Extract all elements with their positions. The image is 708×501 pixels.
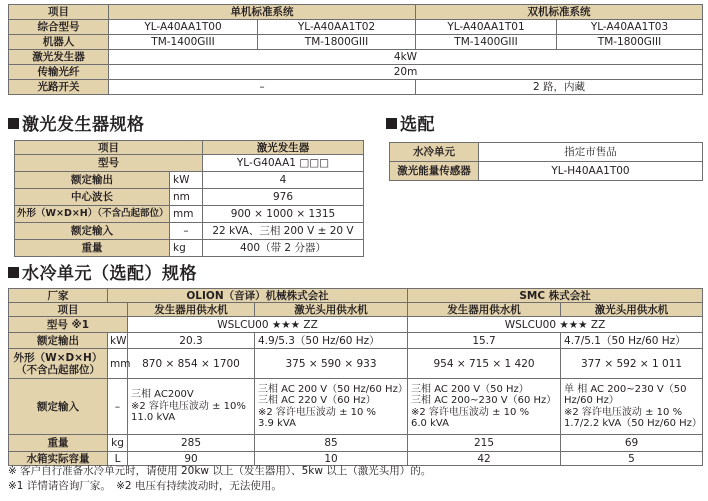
table-cell: 指定市售品	[479, 143, 703, 162]
row-label-tank: 水箱实际容量	[9, 452, 108, 466]
col-header-head: 激光头用供水机	[561, 303, 703, 317]
row-label-weight: 重量	[9, 435, 108, 452]
table-cell: 22 kVA、三相 200 V ± 20 V	[203, 223, 364, 240]
unit-cell: –	[108, 379, 128, 435]
table-cell: TM-1400GIII	[109, 35, 258, 50]
row-label: 额定输出	[15, 172, 170, 189]
input-line: 三相 AC 200 V（50 Hz/60 Hz）	[258, 383, 408, 395]
row-label-robot: 机器人	[9, 35, 109, 50]
row-label-input: 额定输入	[9, 379, 108, 435]
unit-cell: L	[108, 452, 128, 466]
row-label-output: 额定输出	[9, 333, 108, 349]
col-header-item: 项目	[9, 5, 109, 20]
table-cell: 10	[255, 452, 408, 466]
table-cell: 2 路，内藏	[416, 80, 703, 95]
table-cell: YL-G40AA1 □□□	[203, 155, 364, 172]
input-cell	[408, 379, 561, 435]
input-line: 11.0 kVA	[131, 412, 176, 424]
table-cell: 15.7	[408, 333, 561, 349]
square-bullet-icon	[386, 118, 397, 129]
table-cell: YL-H40AA1T00	[479, 162, 703, 181]
input-line: ※2 容许电压波动 ± 10 %	[411, 406, 530, 418]
table-cell: 90	[128, 452, 255, 466]
col-header-dual-system: 双机标准系统	[416, 5, 703, 20]
table-cell: 4	[203, 172, 364, 189]
col-header-laser: 激光发生器	[203, 141, 364, 155]
section-title: 水冷单元（选配）规格	[22, 264, 197, 284]
input-line: 三相 AC 200~230 V（60 Hz）	[411, 395, 557, 406]
options-heading	[386, 115, 435, 135]
input-line: 单 相 AC 200~230 V（50	[564, 383, 687, 395]
input-line: 三相 AC 200 V（50 Hz）	[411, 383, 529, 395]
unit-cell: nm	[170, 189, 203, 206]
table-cell: YL-A40AA1T01	[416, 20, 557, 35]
row-label-dims	[9, 349, 108, 379]
table-cell: 69	[561, 435, 703, 452]
chiller-spec-table	[8, 288, 703, 466]
table-cell: YL-A40AA1T02	[258, 20, 416, 35]
row-label-laser: 激光发生器	[9, 50, 109, 65]
laser-spec-heading	[8, 115, 145, 135]
input-line: Hz/60 Hz）	[564, 395, 619, 406]
col-header-generator: 发生器用供水机	[128, 303, 255, 317]
row-label: 外形（W×D×H）（不含凸起部位）	[15, 206, 170, 223]
table-cell: TM-1800GIII	[557, 35, 703, 50]
input-line: 3.9 kVA	[258, 418, 296, 429]
footnote-1: ※ 客户自行准备水冷单元时，请使用 20kw 以上（发生器用）、5kw 以上（激光头用）的。	[8, 465, 432, 477]
col-header-head: 激光头用供水机	[255, 303, 408, 317]
unit-cell: kg	[170, 240, 203, 257]
row-label: 重量	[15, 240, 170, 257]
maker-olion: OLION（音译）机械株式会社	[108, 289, 408, 303]
table-cell: 215	[408, 435, 561, 452]
input-line: 6.0 kVA	[411, 418, 449, 429]
table-cell: 285	[128, 435, 255, 452]
table-cell: 954 × 715 × 1 420	[408, 349, 561, 379]
table-cell: TM-1400GIII	[416, 35, 557, 50]
row-label: 中心波长	[15, 189, 170, 206]
row-label-model: 综合型号	[9, 20, 109, 35]
row-label-fiber: 传输光纤	[9, 65, 109, 80]
input-line: ※2 容许电压波动 ± 10 %	[564, 406, 683, 418]
input-line: 三相 AC200V	[131, 389, 194, 401]
table-cell: 20m	[109, 65, 703, 80]
row-label-maker: 厂家	[9, 289, 108, 303]
table-cell: 5	[561, 452, 703, 466]
col-header-generator: 发生器用供水机	[408, 303, 561, 317]
square-bullet-icon	[8, 267, 19, 278]
footnote-2: ※1 详情请咨询厂家。 ※2 电压有持续波动时，无法使用。	[8, 480, 282, 492]
table-cell: YL-A40AA1T00	[109, 20, 258, 35]
table-cell: 375 × 590 × 933	[255, 349, 408, 379]
row-label: 型号	[15, 155, 203, 172]
system-table	[8, 4, 703, 95]
col-header-single-system: 单机标准系统	[109, 5, 416, 20]
input-cell	[561, 379, 703, 435]
table-cell: WSLCU00 ★★★ ZZ	[128, 317, 408, 333]
maker-smc: SMC 株式会社	[408, 289, 703, 303]
table-cell: 4.7/5.1（50 Hz/60 Hz）	[561, 333, 703, 349]
section-title: 选配	[400, 115, 435, 135]
unit-cell: kg	[108, 435, 128, 452]
unit-cell: mm	[108, 349, 128, 379]
table-cell: WSLCU00 ★★★ ZZ	[408, 317, 703, 333]
table-cell: 42	[408, 452, 561, 466]
table-cell: 4.9/5.3（50 Hz/60 Hz）	[255, 333, 408, 349]
row-label-sensor: 激光能量传感器	[390, 162, 479, 181]
unit-cell: mm	[170, 206, 203, 223]
table-cell: 85	[255, 435, 408, 452]
table-cell: –	[109, 80, 416, 95]
row-label-chiller: 水冷单元	[390, 143, 479, 162]
table-cell: YL-A40AA1T03	[557, 20, 703, 35]
input-line: ※2 容许电压波动 ± 10 %	[258, 406, 377, 418]
table-cell: 400（带 2 分器）	[203, 240, 364, 257]
options-table	[389, 142, 703, 181]
input-cell	[128, 379, 255, 435]
table-cell: 377 × 592 × 1 011	[561, 349, 703, 379]
laser-spec-table	[14, 140, 364, 257]
unit-cell: kW	[108, 333, 128, 349]
row-label: 额定输入	[15, 223, 170, 240]
row-label-item: 项目	[9, 303, 128, 317]
table-cell: 870 × 854 × 1700	[128, 349, 255, 379]
input-cell	[255, 379, 408, 435]
unit-cell: –	[170, 223, 203, 240]
unit-cell: kW	[170, 172, 203, 189]
square-bullet-icon	[8, 118, 19, 129]
dims-label-line2: （不含凸起部位）	[16, 363, 100, 376]
table-cell: 900 × 1000 × 1315	[203, 206, 364, 223]
input-line: ※2 容许电压波动 ± 10%	[131, 400, 246, 412]
row-label-switch: 光路开关	[9, 80, 109, 95]
input-line: 三相 AC 220 V（60 Hz）	[258, 395, 376, 406]
row-label-model: 型号 ※1	[9, 317, 128, 333]
table-cell: 4kW	[109, 50, 703, 65]
chiller-spec-heading	[8, 264, 197, 284]
table-cell: 20.3	[128, 333, 255, 349]
table-cell: TM-1800GIII	[258, 35, 416, 50]
input-line: 1.7/2.2 kVA（50 Hz/60 Hz）	[564, 418, 702, 429]
dims-label-line1: 外形（W×D×H）	[13, 351, 103, 364]
table-cell: 976	[203, 189, 364, 206]
section-title: 激光发生器规格	[22, 115, 145, 135]
col-header-item: 项目	[15, 141, 203, 155]
